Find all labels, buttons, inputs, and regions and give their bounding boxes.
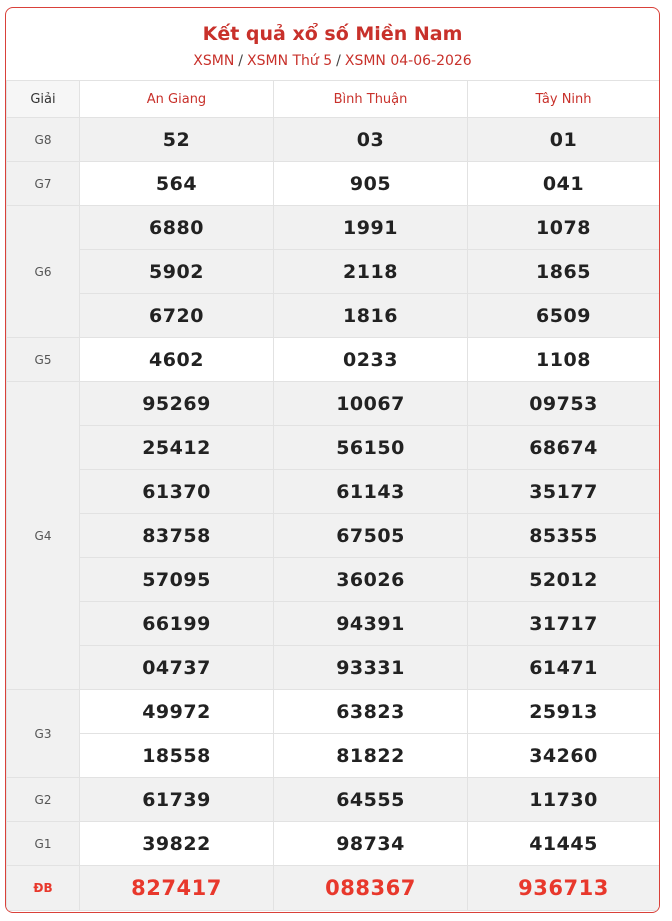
prize-label: G2 [7, 778, 80, 822]
result-number-binh-thuan: 10067 [274, 382, 468, 426]
breadcrumb [6, 52, 659, 70]
result-number-binh-thuan: 98734 [274, 822, 468, 866]
prize-label: G1 [7, 822, 80, 866]
table-row [7, 294, 660, 338]
table-row [7, 734, 660, 778]
table-row [7, 690, 660, 734]
page-title: Kết quả xổ số Miền Nam [202, 23, 463, 45]
result-number-tay-ninh: 25913 [468, 690, 660, 734]
result-number-tay-ninh: 1865 [468, 250, 660, 294]
result-number-binh-thuan: 64555 [274, 778, 468, 822]
result-number-tay-ninh: 85355 [468, 514, 660, 558]
result-number-binh-thuan: 0233 [274, 338, 468, 382]
result-number-an-giang: 66199 [80, 602, 274, 646]
results-card [5, 7, 660, 913]
result-number-tay-ninh: 11730 [468, 778, 660, 822]
result-number-tay-ninh: 936713 [468, 866, 660, 911]
result-number-binh-thuan: 1991 [274, 206, 468, 250]
result-number-an-giang: 827417 [80, 866, 274, 911]
prize-column-header: Giải [7, 81, 80, 118]
result-number-tay-ninh: 68674 [468, 426, 660, 470]
breadcrumb-separator: / [238, 53, 244, 69]
prize-label: G4 [7, 382, 80, 690]
table-row [7, 426, 660, 470]
prize-label: G6 [7, 206, 80, 338]
result-number-an-giang: 5902 [80, 250, 274, 294]
result-number-an-giang: 6720 [80, 294, 274, 338]
result-number-tay-ninh: 1078 [468, 206, 660, 250]
table-row [7, 470, 660, 514]
result-number-an-giang: 18558 [80, 734, 274, 778]
table-row [7, 338, 660, 382]
result-number-tay-ninh: 01 [468, 118, 660, 162]
result-number-binh-thuan: 905 [274, 162, 468, 206]
result-number-binh-thuan: 94391 [274, 602, 468, 646]
result-number-binh-thuan: 2118 [274, 250, 468, 294]
table-row [7, 778, 660, 822]
breadcrumb-separator: / [336, 53, 341, 69]
table-row [7, 822, 660, 866]
result-number-tay-ninh: 35177 [468, 470, 660, 514]
result-number-tay-ninh: 6509 [468, 294, 660, 338]
result-number-an-giang: 61370 [80, 470, 274, 514]
result-number-binh-thuan: 1816 [274, 294, 468, 338]
province-header-tay-ninh[interactable]: Tây Ninh [468, 81, 660, 118]
result-number-an-giang: 49972 [80, 690, 274, 734]
province-header-binh-thuan[interactable]: Bình Thuận [274, 81, 468, 118]
results-table [6, 80, 660, 911]
table-row [7, 558, 660, 602]
result-number-an-giang: 95269 [80, 382, 274, 426]
result-number-binh-thuan: 088367 [274, 866, 468, 911]
result-number-tay-ninh: 34260 [468, 734, 660, 778]
result-number-an-giang: 61739 [80, 778, 274, 822]
result-number-an-giang: 564 [80, 162, 274, 206]
table-row [7, 602, 660, 646]
province-header-an-giang[interactable]: An Giang [80, 81, 274, 118]
result-number-binh-thuan: 03 [274, 118, 468, 162]
prize-label: ĐB [7, 866, 80, 911]
result-number-tay-ninh: 1108 [468, 338, 660, 382]
results-header [6, 8, 659, 80]
table-row [7, 382, 660, 426]
result-number-an-giang: 6880 [80, 206, 274, 250]
result-number-tay-ninh: 41445 [468, 822, 660, 866]
table-row [7, 118, 660, 162]
result-number-tay-ninh: 09753 [468, 382, 660, 426]
result-number-tay-ninh: 61471 [468, 646, 660, 690]
result-number-an-giang: 04737 [80, 646, 274, 690]
result-number-binh-thuan: 81822 [274, 734, 468, 778]
table-row [7, 250, 660, 294]
result-number-an-giang: 25412 [80, 426, 274, 470]
result-number-binh-thuan: 63823 [274, 690, 468, 734]
table-header-row [7, 81, 660, 118]
result-number-an-giang: 52 [80, 118, 274, 162]
prize-label: G8 [7, 118, 80, 162]
result-number-tay-ninh: 041 [468, 162, 660, 206]
result-number-tay-ninh: 31717 [468, 602, 660, 646]
result-number-binh-thuan: 36026 [274, 558, 468, 602]
breadcrumb-link-xsmn[interactable]: XSMN [193, 53, 235, 69]
result-number-binh-thuan: 56150 [274, 426, 468, 470]
prize-label: G7 [7, 162, 80, 206]
result-number-an-giang: 83758 [80, 514, 274, 558]
table-row [7, 514, 660, 558]
table-row [7, 646, 660, 690]
breadcrumb-link-xsmn-date[interactable]: XSMN 04-06-2026 [344, 53, 472, 69]
result-number-tay-ninh: 52012 [468, 558, 660, 602]
breadcrumb-link-xsmn-weekday[interactable]: XSMN Thứ 5 [247, 53, 333, 69]
results-body [7, 118, 660, 911]
table-row [7, 866, 660, 911]
result-number-an-giang: 39822 [80, 822, 274, 866]
result-number-binh-thuan: 93331 [274, 646, 468, 690]
table-row [7, 162, 660, 206]
prize-label: G5 [7, 338, 80, 382]
prize-label: G3 [7, 690, 80, 778]
result-number-an-giang: 4602 [80, 338, 274, 382]
result-number-binh-thuan: 67505 [274, 514, 468, 558]
table-row [7, 206, 660, 250]
result-number-binh-thuan: 61143 [274, 470, 468, 514]
result-number-an-giang: 57095 [80, 558, 274, 602]
